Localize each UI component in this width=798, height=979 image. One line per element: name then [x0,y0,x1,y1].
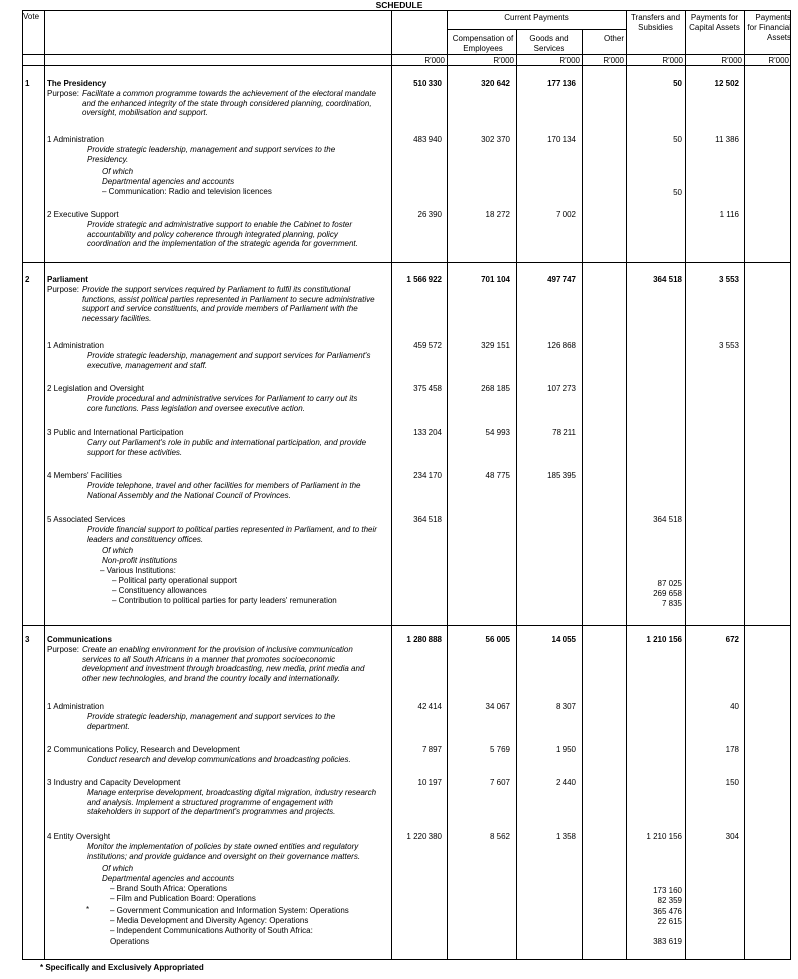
goods-value: 1 950 [555,745,576,754]
comp-value: 7 607 [489,778,510,787]
comp-value: 329 151 [481,341,510,350]
sub-label: Of which [102,167,134,176]
section-divider [22,625,791,626]
section-divider [22,262,791,263]
programme-name: 1 Administration [47,702,104,711]
total-value: 10 197 [417,778,442,787]
sub-value: 173 160 [653,886,682,895]
sub-item: – Independent Communications Authority of South Africa: [110,926,313,935]
column-divider [685,10,686,960]
programme-description: Provide procedural and administrative services for Parliament to carry out its core functions. Pass legislation and oversee executive action. [87,394,358,413]
header-divider [22,65,791,66]
programme-name: 3 Industry and Capacity Development [47,778,181,787]
sub-value: 7 835 [661,599,682,608]
unit-label: R'000 [662,56,683,65]
programme-name: 4 Entity Oversight [47,832,111,841]
column-divider [516,30,517,960]
sub-label: Of which [102,546,134,555]
programme-description: Provide strategic leadership, management and support services to the department. [87,712,336,731]
programme-description: Provide strategic leadership, management and support services to the Presidency. [87,145,336,164]
capital-value: 304 [725,832,739,841]
comp-value: 48 775 [485,471,510,480]
goods-value: 126 868 [547,341,576,350]
column-divider [626,10,627,960]
capital-value: 3 553 [718,341,739,350]
comp-value: 34 067 [485,702,510,711]
goods-value: 78 211 [552,428,576,437]
transfers-value: 364 518 [653,515,682,524]
goods-value: 7 002 [555,210,576,219]
header-vote: Vote [23,12,40,21]
sub-value: 22 615 [657,917,682,926]
specially-appropriated-marker: * [86,905,90,914]
page-title: SCHEDULE [375,0,423,10]
programme-name: 2 Legislation and Oversight [47,384,144,393]
programme-name: 5 Associated Services [47,515,126,524]
purpose-text: Create an enabling environment for the provision of inclusive communication services to all South Africans in a manner that promotes socioeconomic development and investment through broadcasting, new media, print media and other new technologies, and brand the country locally and internationally. [82,645,365,683]
goods-value: 170 134 [547,135,576,144]
programme-name: 2 Executive Support [47,210,119,219]
vote-number: 3 [25,635,30,644]
goods-value: 14 055 [551,635,576,644]
total-value: 234 170 [413,471,442,480]
total-value: 459 572 [413,341,442,350]
total-value: 510 330 [413,79,442,88]
goods-value: 1 358 [555,832,576,841]
comp-value: 8 562 [489,832,510,841]
header-divider [22,54,791,55]
sub-item: – Political party operational support [112,576,237,585]
capital-value: 150 [725,778,739,787]
programme-name: 3 Public and International Participation [47,428,184,437]
purpose-label: Purpose: [47,645,80,654]
transfers-value: 364 518 [653,275,682,284]
sub-label: Of which [102,864,134,873]
transfers-value: 50 [673,79,682,88]
total-value: 1 280 888 [406,635,442,644]
sub-item: – Constituency allowances [112,586,207,595]
column-divider [447,10,448,960]
unit-label: R'000 [768,56,789,65]
sub-label: Non-profit institutions [102,556,178,565]
programme-name: 1 Administration [47,135,104,144]
column-divider [44,10,45,960]
sub-item: – Government Communication and Information System: Operations [110,906,349,915]
capital-value: 1 116 [719,210,739,219]
header-transfers: Transfers and Subsidies [630,13,681,32]
sub-label: Departmental agencies and accounts [102,874,235,883]
header-compensation: Compensation of Employees [452,34,514,53]
comp-value: 320 642 [481,79,510,88]
unit-label: R'000 [493,56,514,65]
goods-value: 2 440 [555,778,576,787]
goods-value: 107 273 [547,384,576,393]
unit-label: R'000 [559,56,580,65]
total-value: 1 220 380 [406,832,442,841]
sub-value: 87 025 [657,579,682,588]
header-capital: Payments for Capital Assets [689,13,740,32]
goods-value: 185 395 [547,471,576,480]
sub-item: – Contribution to political parties for party leaders' remuneration [112,596,337,605]
vote-number: 2 [25,275,30,284]
total-value: 483 940 [413,135,442,144]
programme-description: Provide strategic and administrative support to enable the Cabinet to foster accountability and policy coherence through integrated planning, policy coordination and the implementation of the strategic agenda for government. [87,220,358,248]
sub-item: – Film and Publication Board: Operations [110,894,256,903]
purpose-label: Purpose: [47,89,80,98]
programme-description: Provide strategic leadership, management and support services for Parliament's executive, management and staff. [87,351,371,370]
programme-description: Carry out Parliament's role in public and international participation, and provide support for these activities. [87,438,367,457]
capital-value: 11 386 [715,135,739,144]
programme-description: Manage enterprise development, broadcasting digital migration, industry research and analysis. Implement a structured programme of engagement with stakeholders in support of the department's programmes and projects. [87,788,377,816]
programme-description: Monitor the implementation of policies by state owned entities and regulatory institutions; and provide guidance and oversight on their governance matters. [87,842,361,861]
capital-value: 12 502 [714,79,739,88]
purpose-text: Provide the support services required by Parliament to fulfil its constitutional functions, assist political parties represented in Parliament to secure administrative support and service constituents, and provide members of Parliament with the necessary facilities. [82,285,375,323]
column-divider [744,10,745,960]
unit-label: R'000 [603,56,624,65]
total-value: 375 458 [413,384,442,393]
programme-description: Conduct research and develop communications and broadcasting policies. [87,755,351,764]
comp-value: 701 104 [481,275,510,284]
capital-value: 178 [725,745,739,754]
sub-value: 50 [673,188,682,197]
header-current-payments: Current Payments [504,13,569,22]
transfers-value: 50 [673,135,682,144]
capital-value: 672 [725,635,739,644]
footnote: * Specifically and Exclusively Appropriated [40,963,204,972]
comp-value: 18 272 [485,210,510,219]
programme-name: 4 Members' Facilities [47,471,122,480]
capital-value: 40 [730,702,739,711]
header-financial: Payments for Financial Assets [747,13,791,42]
total-value: 364 518 [413,515,442,524]
vote-number: 1 [25,79,30,88]
header-divider [447,29,626,30]
sub-label: Departmental agencies and accounts [102,177,235,186]
sub-value: 365 476 [653,907,682,916]
sub-item: – Various Institutions: [100,566,176,575]
column-divider [582,30,583,960]
purpose-text: Facilitate a common programme towards the achievement of the electoral mandate and the enhanced integrity of the state through considered planning, coordination, oversight, mobilisation and support. [82,89,376,117]
goods-value: 497 747 [547,275,576,284]
transfers-value: 1 210 156 [646,832,682,841]
sub-value: 269 658 [653,589,682,598]
total-value: 42 414 [417,702,442,711]
header-goods-services: Goods and Services [529,34,569,53]
goods-value: 8 307 [555,702,576,711]
programme-name: 2 Communications Policy, Research and Development [47,745,240,754]
unit-label: R'000 [721,56,742,65]
total-value: 7 897 [421,745,442,754]
vote-title: Parliament [47,275,88,284]
goods-value: 177 136 [547,79,576,88]
header-other: Other [603,34,624,43]
sub-item: – Media Development and Diversity Agency: Operations [110,916,309,925]
comp-value: 268 185 [481,384,510,393]
total-value: 1 566 922 [406,275,442,284]
unit-label: R'000 [424,56,445,65]
comp-value: 5 769 [489,745,510,754]
sub-item: Operations [110,937,150,946]
transfers-value: 1 210 156 [646,635,682,644]
comp-value: 56 005 [485,635,510,644]
programme-description: Provide financial support to political parties represented in Parliament, and to their leaders and constituency offices. [87,525,377,544]
capital-value: 3 553 [718,275,739,284]
programme-name: 1 Administration [47,341,104,350]
total-value: 133 204 [413,428,442,437]
column-divider [391,10,392,960]
sub-item: – Communication: Radio and television licences [102,187,272,196]
sub-value: 82 359 [657,896,682,905]
vote-title: The Presidency [47,79,107,88]
sub-value: 383 619 [653,937,682,946]
comp-value: 54 993 [485,428,510,437]
sub-item: – Brand South Africa: Operations [110,884,227,893]
vote-title: Communications [47,635,112,644]
purpose-label: Purpose: [47,285,80,294]
comp-value: 302 370 [481,135,510,144]
total-value: 26 390 [417,210,442,219]
programme-description: Provide telephone, travel and other facilities for members of Parliament in the National Assembly and the National Council of Provinces. [87,481,361,500]
